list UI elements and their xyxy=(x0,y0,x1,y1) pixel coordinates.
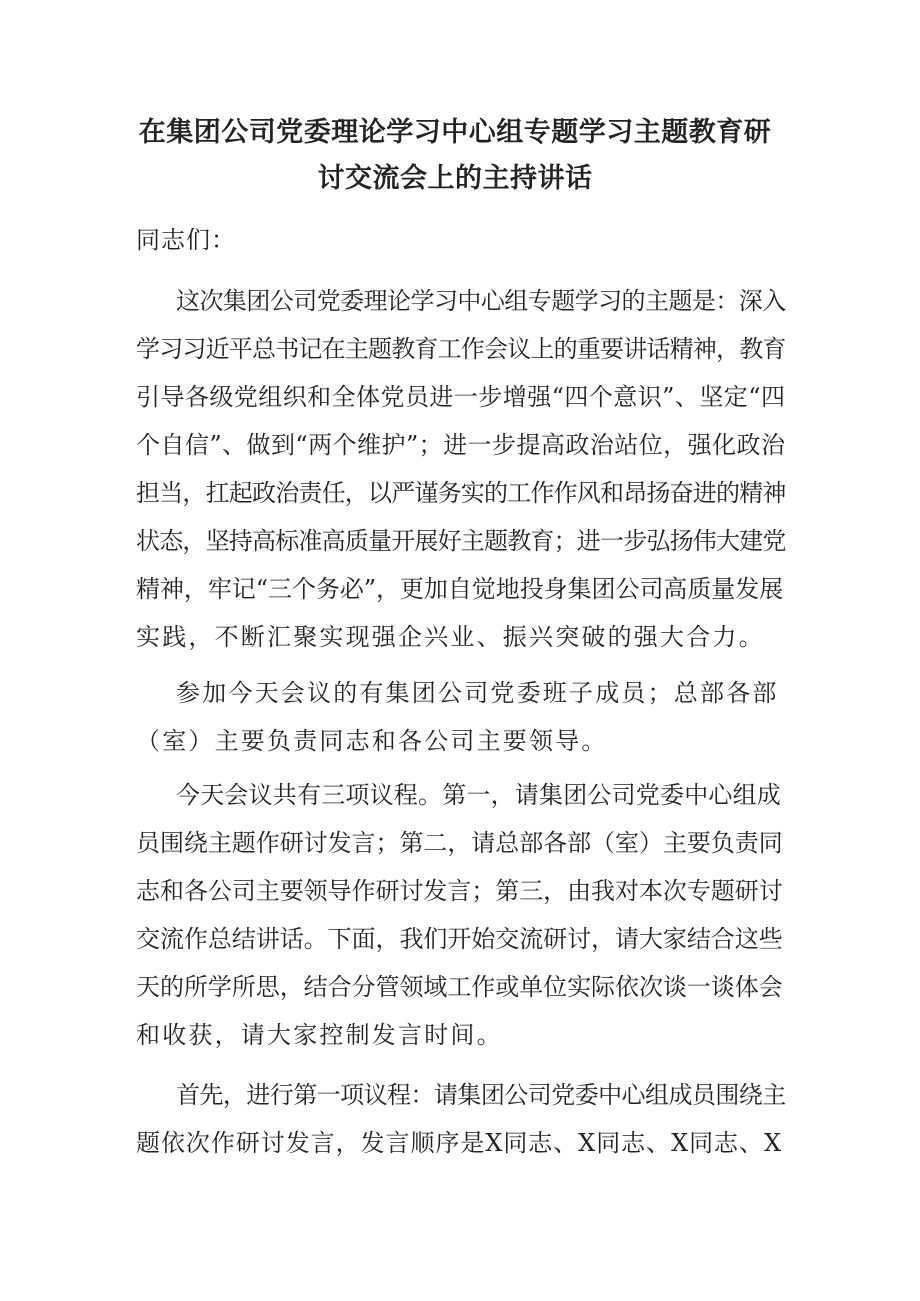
paragraph-line: 参加今天会议的有集团公司党委班子成员；总部各部 xyxy=(176,679,779,707)
paragraph-line: 天的所学所思，结合分管领域工作或单位实际依次谈一谈体会 xyxy=(136,973,783,1001)
paragraph-line: 题依次作研讨发言，发言顺序是X同志、X同志、X同志、X xyxy=(136,1129,782,1157)
paragraph-line: 志和各公司主要领导作研讨发言；第三，由我对本次专题研讨 xyxy=(136,877,783,905)
paragraph-line: 和收获，请大家控制发言时间。 xyxy=(136,1021,503,1049)
title-line: 讨交流会上的主持讲话 xyxy=(317,163,593,194)
paragraph-first-item xyxy=(136,1071,786,1167)
title-line: 在集团公司党委理论学习中心组专题学习主题教育研 xyxy=(138,117,772,148)
paragraph-line: 这次集团公司党委理论学习中心组专题学习的主题是：深入 xyxy=(176,287,786,315)
paragraph-line: 精神，牢记“三个务必”，更加自觉地投身集团公司高质量发展 xyxy=(136,575,784,603)
paragraph-line: （室）主要负责同志和各公司主要领导。 xyxy=(136,727,608,755)
document-title xyxy=(135,110,775,202)
paragraph-line: 引导各级党组织和全体党员进一步增强“四个意识”、坚定“四 xyxy=(136,383,786,411)
paragraph-line: 实践，不断汇聚实现强企兴业、振兴突破的强大合力。 xyxy=(136,623,765,651)
paragraph-line: 员围绕主题作研讨发言；第二，请总部各部（室）主要负责同 xyxy=(136,829,783,857)
paragraph-line: 首先，进行第一项议程：请集团公司党委中心组成员围绕主 xyxy=(176,1081,786,1109)
paragraph-theme xyxy=(136,277,786,661)
paragraph-agenda xyxy=(136,771,786,1059)
paragraph-line: 交流作总结讲话。下面，我们开始交流研讨，请大家结合这些 xyxy=(136,925,783,953)
paragraph-line: 今天会议共有三项议程。第一，请集团公司党委中心组成 xyxy=(176,781,781,809)
paragraph-line: 学习习近平总书记在主题教育工作会议上的重要讲话精神，教育 xyxy=(136,335,786,363)
salutation: 同志们： xyxy=(136,226,236,254)
paragraph-line: 担当，扛起政治责任，以严谨务实的工作作风和昂扬奋进的精神 xyxy=(136,479,786,507)
paragraph-line: 个自信”、做到“两个维护”；进一步提高政治站位，强化政治 xyxy=(136,431,786,459)
paragraph-line: 状态，坚持高标准高质量开展好主题教育；进一步弘扬伟大建党 xyxy=(136,527,786,555)
paragraph-attendees xyxy=(136,669,786,765)
